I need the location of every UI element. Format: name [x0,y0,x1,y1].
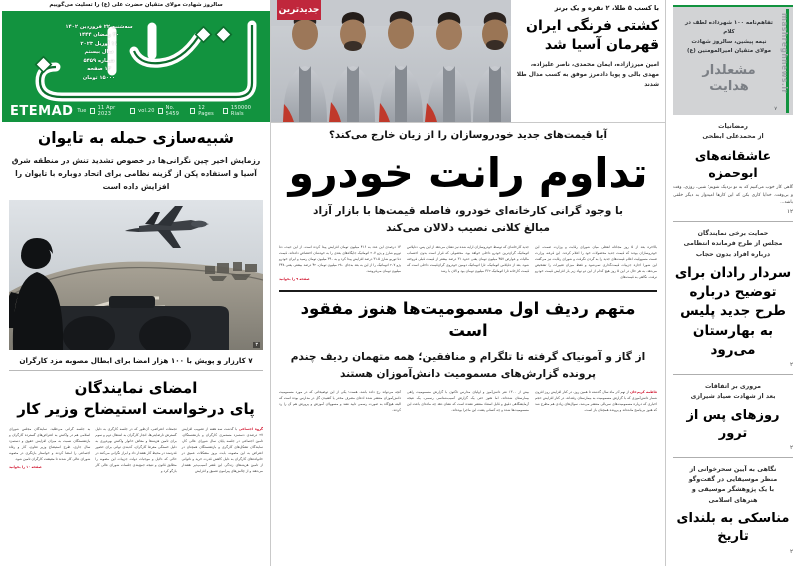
sidebar-item-radan[interactable] [673,229,793,368]
divider [673,457,793,458]
kicker-line-2: بعد از شهادت صیاد شیرازی [690,393,776,401]
kicker-line-2: منظر موسیقایی در گفت‌وگو [688,475,778,483]
lead-column-text: جدید کارخانه‌ای که توسط خودروسازان ارایه شده نیز نشان می‌دهد از این پس، دناپلاس اتوماتیک گران‌ترین خودرو داخلی خواهد بود. محصولی که قرار است بدون احتساب مالیات و عوارض ۴۵۷ میلیون تومان یعنی حدود ۳۱ درصد بیشتر از قیمت قبلی فروخته شود. بعد از دناپلاس اتوماتیک، تارا اتوماتیک دومین خودروی گران‌قیمت داخلی است که قیمت کارخانه تارا اتوماتیک ۳۶۲ میلیون تومان بود و الان با رشد [407,245,529,274]
poison-column [535,390,657,414]
poison-column [407,390,529,414]
labour-headline-line-1: امضای نمایندگان [74,379,198,398]
meta-number: No. 5459 [165,105,180,117]
sidebar-item-ramazaniyat[interactable] [673,122,793,215]
labour-column [9,427,90,566]
promo-kicker-line-2: نیمه پیشین، سالروز شهادت [691,38,767,45]
masthead-latin-row [2,103,270,119]
lead-read-more-link[interactable]: صفحه ۹ را بخوانید [279,277,310,282]
promo-kicker-line-1: تفاهم‌نامه ۱۰۰ شهرداده لطف در کلام [684,20,774,36]
labour-column-text: تجمعات اعتراضی، آن‌طور که در جلسه کارگری به دلیل گسترش نارضایتی‌ها، انجار کارگران به اشتغال دوم و سوم برای تامین هزینه‌ها و معاش خانوار واکنش بهره‌وری به دلیل خستگی مفرط کارگران، کدبندی توانی برای حضور قدرتمند در محیط کار هشدار داد و ابراز نگرانی می‌کنند در حالی که دلایل و موجبات دولت جزییات این مصوبه را مطابق قانون و نتیجه جمع‌بندی جلسات شورای عالی کار بازگو کرد و [95,427,177,473]
sports-teaser[interactable] [271,0,665,123]
lead-subhead [279,203,657,237]
promo-headline-line-2: هدایت [709,79,749,95]
meta-pages: 12 Pages [198,105,214,117]
sports-kicker: با کسب ۵ طلا، ۲ نقره و یک برنز [554,4,659,12]
lead-column-text: ۱۳ درصدی این عدد به ۴۱۶ میلیون تومان افزایش پیدا کرده است. از این حیث، دنا توربو شارژ و پژو ۲۰۷ اتوماتیک جایگاه‌های بعدی را به خودشان اختصاص داده‌اند. قیمت دنا توربو شارژ ۳۱.۵ درصد افزایش پیدا کرد و به ۳۹۰ میلیون تومان رسید و ایران خودرو پژو ۲۰۷ اتوماتیک را از این به بعد به‌جای ۲۸۰ میلیون تومان، ۴۲ درصد بیشتر، یعنی ۳۴۸ میلیون تومان می‌فروشد. [279,245,402,274]
sidebar-promo-box[interactable] [673,5,793,115]
volume-year: سال بیستم [84,49,114,56]
poison-column-text [535,390,657,414]
promo-watermark: mashreghnews.ir [780,13,789,94]
promo-page-number: ۷ [774,106,777,112]
labour-column [95,427,176,566]
kicker-line-2: مجلس از طرح فرمانده انتظامی [683,240,783,248]
kicker-line-1: رمضانیات [718,123,748,130]
poison-subhead [279,349,657,383]
kicker-line-1: حمایت برخی نمایندگان [697,229,769,237]
sidebar-item-headline[interactable]: سردار رادان برای توضیح درباره طرح جدید پلیس به بهارستان می‌رود [674,265,792,358]
sidebar-item-excerpt: گاهی کار خوب می‌کنیم که به تو نزدیک شویم؛ شبی، روزی، وقت و بی‌وقت. خدایا کاری بکن که این کارها امیدوار به دیگر خلقی باشد... [673,185,793,206]
sidebar-item-page-number: ۲ [789,361,793,368]
sidebar-item-kicker [673,382,793,403]
date-jalali: سه‌شنبه ۲۲ فروردین ۱۴۰۲ [65,24,133,30]
sidebar-item-sayyad[interactable] [673,382,793,451]
labour-strap: ۷ کارزار و پویش با ۱۰۰ هزار امضا برای ابطال مصوبه مزد کارگران [9,356,263,371]
masthead-green-block [2,11,270,122]
meta-price: 150000 Rials [230,105,252,117]
sidebar-item-headline[interactable]: مناسکی به بلندای تاریخ [676,511,790,545]
labour-column-body: با گذشت سه هفته از تصویب افزایش ۲۷ درصدی دستمزد مستمری کارگران و بازنشستگان، تامین اجتماعی در جلسه پایان سال شورای عالی کار، نمایندگان تشکل‌های کارگری و بازنشستگان همچنان در اعتراض به این مصوبه، بابت بروز مشکلات عمیق در خانواده‌های کارگران به دلیل کاهش قدرت خرید و ناتوانی از تامین هزینه‌های زندگی این قشر آسیب‌پذیر هشدار می‌دهند و از چالش‌های پیرامون تعمیق و افزایش [181,427,263,473]
poison-subhead-line-2: پرونده گزارش‌های مسمومیت دانش‌آموزان هستند [339,367,597,380]
diamond-separator-icon [158,108,163,113]
diamond-separator-icon [90,108,95,113]
sidebar-item-kicker [673,122,793,143]
kicker-line-4: هنرهای اسلامی [708,496,758,504]
condolence-banner: سالروز شهادت مولای متقیان حضرت علی (ع) را تسلیت می‌گوییم [2,0,270,11]
divider [279,290,657,292]
lead-column [279,245,401,283]
masthead-meta [77,105,262,117]
poison-column [279,390,401,414]
taiwan-headline[interactable]: شبیه‌سازی حمله به تایوان [38,129,234,147]
meta-volume: vol.20 [138,108,155,114]
promo-kicker-line-3: مولای متقیان امیرالمومنین (ع) [686,48,772,55]
sidebar-item-sahar-khani[interactable] [673,465,793,555]
poison-headline[interactable]: متهم ردیف اول مسمومیت‌ها هنوز مفقود است [300,299,636,341]
taiwan-subhead: رزمایش اخیر چین نگرانی‌ها در خصوص تشدید تنش در منطقه شرق آسیا و استفاده پکن از گزینه نظامی برای اتحاد دوباره با تایوان را افزایش داده است [11,155,261,192]
lead-story [271,123,665,566]
issue-number: شماره ۵۴۵۹ [83,57,115,64]
sidebar-item-page-number: ۲ [789,444,793,451]
sidebar-item-page-number: ۱۲ [786,208,793,215]
poison-column-text: آنچه می‌تواند رخ داده باشد، هست؛ یکی از این توضیحاتی که در مورد مسمومیت دانش‌آموزان منتشر شده ادعای مصرف مخدر یا کشیدن گل در مدارس بوده است که البته هیچ‌گاه به صورت رسمی تایید نشد و مسوولان آموزش و پرورش هم آن را رد کردند. [279,390,401,413]
labour-read-more-link[interactable]: صفحه ۱۰ را بخوانید [9,464,42,469]
kicker-line-3: با یک پژوهشگر موسیقی و [691,486,775,494]
lead-column [407,245,529,283]
labour-column-text: به جلسه گرانی می‌طلبد. نمایندگان مجلس شورای اسلامی هم در واکنش به اعتراض‌های گسترده کارگران و بازنشستگان نسبت به میزان افزایش حقوق و دستمزد سال جاری، طرح استیضاح وزیر تعاون، کار و رفاه اجتماعی را امضا کردند و خواستار بازنگری در مصوبه شورای عالی کار شدند تا معیشت کارگران تامین شود. [9,427,91,461]
date-gregorian: ۱۱ آوریل ۲۰۲۳ [80,40,118,47]
kicker-line-1: نگاهی به آیین سحرخوانی از [689,465,777,473]
labour-body-columns [9,427,263,566]
kicker-line-3: درباره افراد بدون حجاب [695,250,771,258]
divider [673,374,793,375]
price: ۱۵۰۰۰ تومان [82,74,116,81]
poison-byline: فاطمه کریم‌خان [630,390,657,395]
lead-column-text: بالاخره بعد از ۵ روز مجادله لفظی میان شورای رقابت و وزارت صمت، این خودروسازان بودند که قیمت جدید محصولات خود را اعلام کردند. این قرعه، وزارت صمت مسوولیت اعلام قیمت‌های جدید را به گردن نگرفت و شورای رقابت نیز می‌گفت این شورا اجازه جزییات قیمت‌گذاری نمی‌شود و فقط میزان تغییرات را تشخیص می‌دهد. به هر حال در این ۵ روز هیچ کدام از این دو نهاد زیر بار افزایش قیمت خودرو نرفت. نگاهی به قیمت‌های [535,245,657,280]
center-column [270,0,666,566]
labour-column [182,427,263,566]
promo-kicker [679,19,779,56]
poison-body-columns [279,390,657,414]
labour-headline-line-2: پای درخواست استیضاح وزیر کار [17,400,255,419]
sidebar-item-kicker [673,465,793,507]
kicker-line-1: مروری بر اتفاقات [704,382,762,390]
left-column-body [2,122,270,566]
masthead [2,0,270,122]
sports-text [511,0,665,122]
sidebar-item-kicker [673,229,793,260]
lead-column [535,245,657,283]
lead-headline[interactable]: تداوم رانت خودرو [288,148,648,197]
divider [673,221,793,222]
left-column [2,0,270,566]
labour-byline: گروه اجتماعی [238,427,264,432]
poison-subhead-line-1: از گاز و آمونیاک گرفته تا تلگرام و منافقین؛ همه متهمان ردیف چندم [290,350,646,363]
masthead-dates [56,23,142,82]
poison-column-text: بیش از ۱۳۰۰ نفر دانش‌آموز و اولیای مدارس تاکنون با گزارش مسمومیت راهی بیمارستان شده‌اند، اما هنوز حتی یک گزارش آسیب‌شناسی رسمی، یک نتیجه آزمایشگاهی دقیق و قابل استناد منتشر نشده است که نشان دهد چه ماده‌ای باعث این مسمومیت‌ها شده و چه کسانی پشت این ماجرا بوده‌اند. [407,390,529,413]
photo-page-number: ۳ [255,342,258,349]
aircraft-carrier-photo [9,200,263,350]
diamond-separator-icon [223,108,228,113]
lead-subhead-line-1: با وجود گرانی کارخانه‌ای خودرو، فاصله قیمت‌ها با بازار آزاد [313,205,623,218]
sports-subhead: امین میرزازاده، ایمان محمدی، ناصر علیزاده، مهدی بالی و پویا دادمرز موفق به کسب مدال طلا شدند [516,62,659,89]
diamond-separator-icon [130,108,135,113]
date-hijri: ۲۰ رمضان ۱۴۴۴ [78,32,120,39]
etemad-wordmark: ETEMAD [10,103,74,119]
promo-headline [679,63,779,96]
labour-column-text [182,427,263,475]
right-sidebar [666,0,800,566]
poison-story [279,298,657,414]
sidebar-item-page-number: ۲ [789,548,793,555]
sidebar-item-headline[interactable]: عاشقانه‌های ابوحمزه [694,147,772,180]
meta-date: 11 Apr 2023 [97,105,116,117]
lead-subhead-line-2: مبالغ کلانی نصیب دلالان می‌کند [386,222,550,235]
sidebar-item-headline[interactable]: روزهای پس از ترور [686,407,780,441]
promo-headline-line-1: مشعلدار [702,63,756,78]
meta-day: Tue [77,108,87,114]
lead-question: آیا قیمت‌های جدید خودروسازان را از زیان خارج می‌کند؟ [329,130,607,141]
sports-headline-line-2[interactable]: قهرمان آسیا شد [544,37,659,54]
page-count: ۱۲ صفحه [87,66,111,73]
lead-body-columns [279,245,657,283]
diamond-separator-icon [190,108,195,113]
sports-headline-line-1[interactable]: کشتی فرنگی ایران [526,17,659,34]
kicker-line-2: از محمدعلی ابطحی [702,133,764,141]
poison-column-body: از نهم آذر ماه سال گذشته تا همین روز، در کنار افزایش روز افزون شمار دانش‌آموزی که با گزارش مسمومیت به بیمارستان رفته‌اند، در کنار افزایش حجم اخباری که درباره مسمومیت‌های سریالی منتشر می‌شد، سوال‌های زیادی هم مطرح شد که هنوز بی‌پاسخ مانده‌اند و پرونده همچنان باز است. [535,390,657,413]
labour-headline[interactable] [9,378,263,420]
sports-badge: جدیدترین [277,0,321,20]
